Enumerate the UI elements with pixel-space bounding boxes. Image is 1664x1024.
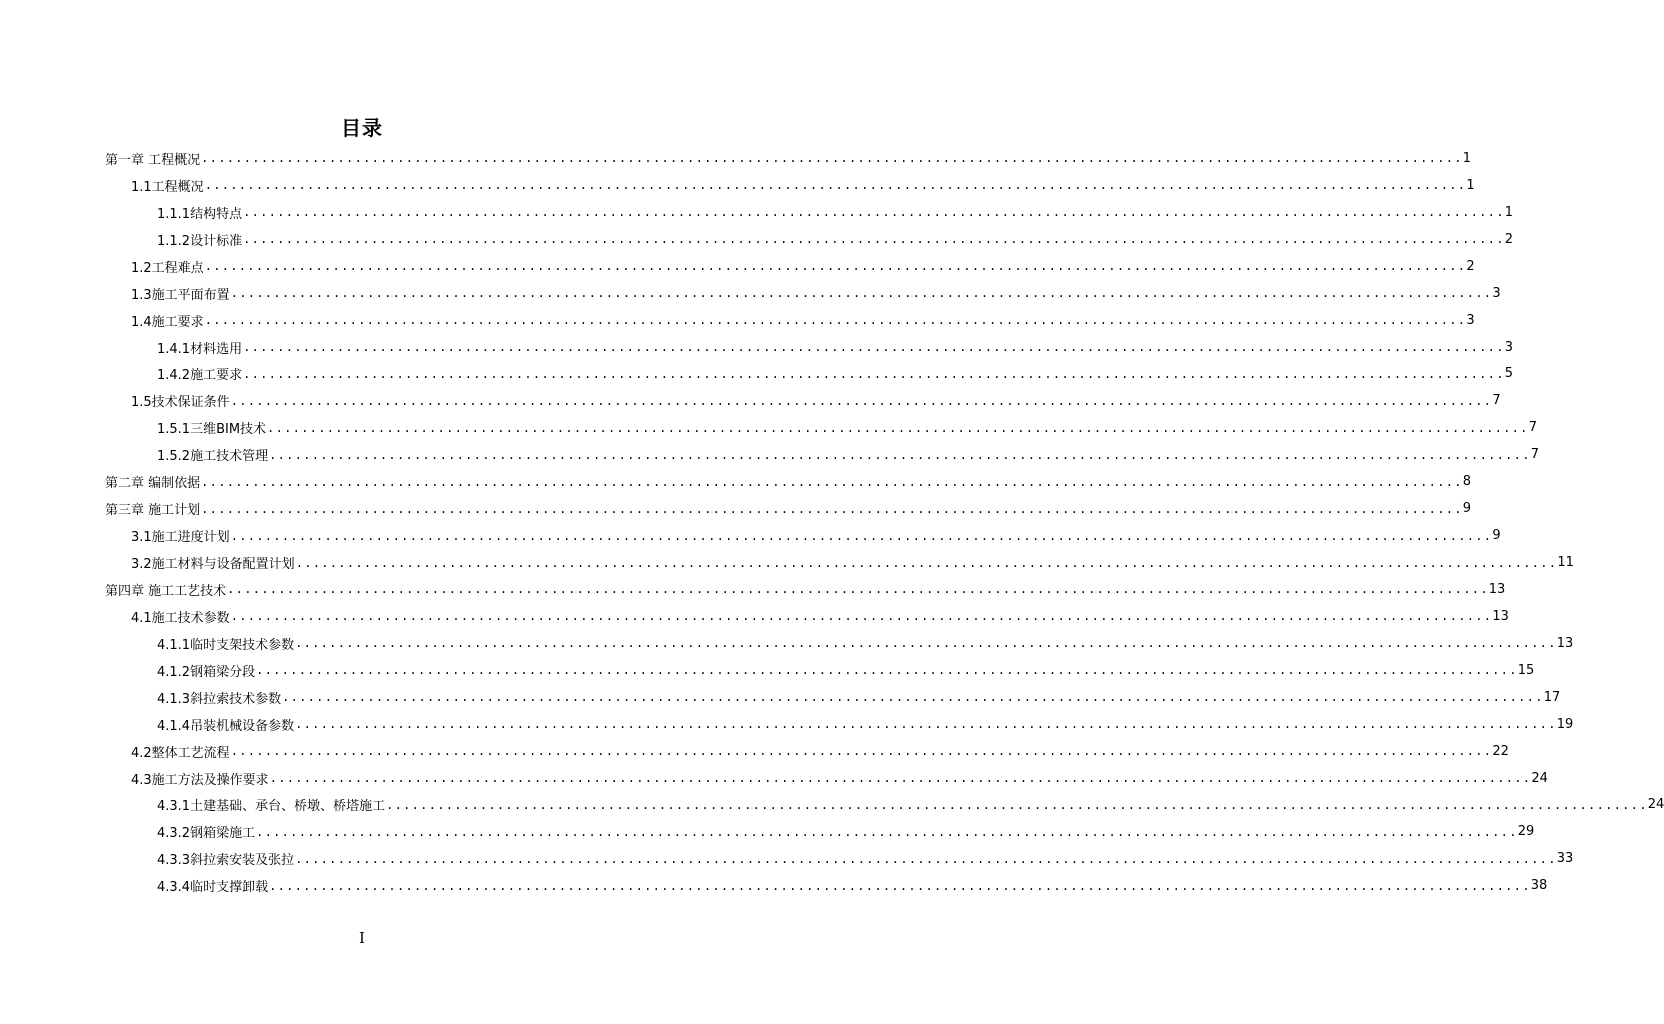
toc-entry-text: 1.3施工平面布置 (131, 287, 230, 303)
toc-entry[interactable] (105, 630, 1574, 657)
leader-dots: .................................................................................................................................................... (243, 205, 1505, 220)
leader-dots: .................................................................................................................................................... (243, 340, 1505, 355)
toc-entry[interactable] (105, 145, 1472, 172)
toc-page-number: 5 (1504, 366, 1513, 382)
toc-entry[interactable] (105, 657, 1535, 684)
toc-entry-text: 4.2整体工艺流程 (131, 745, 230, 761)
leader-dots: .................................................................................................................................................... (269, 771, 1532, 786)
toc-entry[interactable] (105, 522, 1501, 549)
leader-dots: .................................................................................................................................................... (201, 151, 1463, 166)
toc-page-number: 13 (1492, 608, 1509, 624)
leader-dots: .................................................................................................................................................... (295, 851, 1557, 866)
toc-entry-text: 第一章 工程概况 (105, 152, 201, 168)
toc-page-number: 11 (1557, 555, 1574, 571)
leader-dots: .................................................................................................................................................... (230, 609, 1493, 624)
toc-page-number: 24 (1531, 770, 1548, 786)
table-of-contents (105, 145, 1664, 899)
leader-dots: .................................................................................................................................................... (243, 366, 1505, 381)
toc-entry[interactable] (105, 226, 1513, 253)
toc-entry-text: 4.1.2钢箱梁分段 (157, 664, 256, 680)
toc-page-number: 9 (1462, 501, 1472, 517)
toc-entry-text: 4.1.3斜拉索技术参数 (157, 691, 282, 707)
leader-dots: .................................................................................................................................................... (269, 447, 1531, 462)
leader-dots: .................................................................................................................................................... (204, 313, 1467, 328)
toc-entry-text: 1.1工程概况 (131, 179, 204, 195)
leader-dots: .................................................................................................................................................... (386, 797, 1648, 812)
toc-entry-text: 第二章 编制依据 (105, 476, 201, 492)
toc-entry[interactable] (105, 765, 1548, 792)
toc-entry[interactable] (105, 280, 1501, 307)
toc-entry[interactable] (105, 253, 1475, 280)
leader-dots: .................................................................................................................................................... (295, 636, 1557, 651)
toc-page-number: 24 (1647, 797, 1664, 813)
toc-entry-text: 1.5.1三维BIM技术 (157, 422, 267, 438)
toc-entry[interactable] (105, 684, 1561, 711)
toc-page-number: 8 (1462, 474, 1472, 490)
toc-entry-text: 1.5.2施工技术管理 (157, 449, 269, 465)
toc-page-number: 1 (1466, 177, 1475, 193)
toc-entry[interactable] (105, 307, 1475, 334)
toc-entry[interactable] (105, 576, 1506, 603)
leader-dots: .................................................................................................................................................... (204, 178, 1467, 193)
toc-page-number: 1 (1462, 150, 1472, 166)
toc-entry-text: 1.4施工要求 (131, 314, 204, 330)
leader-dots: .................................................................................................................................................... (201, 501, 1463, 516)
toc-page-number: 38 (1530, 878, 1548, 894)
leader-dots: .................................................................................................................................................... (295, 717, 1557, 732)
toc-entry[interactable] (105, 818, 1535, 845)
toc-entry[interactable] (105, 603, 1509, 630)
toc-title: 目录 (341, 116, 383, 140)
toc-page-number: 13 (1488, 581, 1506, 597)
toc-entry-text: 4.3.2钢箱梁施工 (157, 826, 256, 842)
toc-entry-text: 1.4.1材料选用 (157, 341, 243, 357)
toc-page-number: 1 (1504, 204, 1513, 220)
toc-entry-text: 第三章 施工计划 (105, 503, 201, 519)
leader-dots: .................................................................................................................................................... (230, 393, 1493, 408)
leader-dots: .................................................................................................................................................... (227, 582, 1489, 597)
toc-entry-text: 1.1.2设计标准 (157, 233, 243, 249)
toc-page-number: 3 (1492, 285, 1501, 301)
toc-entry-text: 3.2施工材料与设备配置计划 (131, 557, 295, 573)
toc-entry[interactable] (105, 845, 1574, 872)
toc-entry[interactable] (105, 361, 1513, 388)
toc-entry-text: 1.2工程难点 (131, 260, 204, 276)
leader-dots: .................................................................................................................................................... (243, 232, 1505, 247)
toc-page-number: 17 (1543, 689, 1561, 705)
toc-page-number: 7 (1528, 420, 1537, 436)
toc-entry-text: 第四章 施工工艺技术 (105, 583, 227, 599)
toc-page-number: 29 (1517, 824, 1535, 840)
toc-entry[interactable] (105, 387, 1501, 414)
toc-entry-text: 1.4.2施工要求 (157, 368, 243, 384)
toc-entry[interactable] (105, 172, 1475, 199)
toc-entry[interactable] (105, 738, 1509, 765)
toc-entry[interactable] (105, 495, 1472, 522)
toc-page-number: 3 (1504, 339, 1513, 355)
toc-entry-text: 4.1.1临时支架技术参数 (157, 637, 295, 653)
toc-page-number: 3 (1466, 312, 1475, 328)
toc-entry-text: 4.1施工技术参数 (131, 610, 230, 626)
toc-entry[interactable] (105, 549, 1574, 576)
toc-page-number: 7 (1530, 447, 1539, 463)
toc-entry-text: 4.3施工方法及操作要求 (131, 772, 269, 788)
toc-page-number: 7 (1492, 393, 1501, 409)
toc-page-number: 15 (1517, 662, 1535, 678)
toc-page-number: 33 (1556, 851, 1574, 867)
leader-dots: .................................................................................................................................................... (204, 259, 1467, 274)
leader-dots: .................................................................................................................................................... (267, 420, 1529, 435)
toc-entry[interactable] (105, 441, 1539, 468)
toc-entry-text: 4.3.1土建基础、承台、桥墩、桥塔施工 (157, 799, 386, 815)
toc-entry[interactable] (105, 792, 1664, 819)
leader-dots: .................................................................................................................................................... (282, 690, 1544, 705)
toc-page-number: 2 (1504, 231, 1513, 247)
toc-entry-text: 1.5技术保证条件 (131, 395, 230, 411)
page-number-footer: I (359, 929, 365, 947)
toc-entry-text: 3.1施工进度计划 (131, 530, 230, 546)
toc-entry[interactable] (105, 199, 1513, 226)
leader-dots: .................................................................................................................................................... (269, 878, 1531, 893)
toc-page-number: 2 (1466, 258, 1475, 274)
leader-dots: .................................................................................................................................................... (256, 663, 1518, 678)
leader-dots: .................................................................................................................................................... (295, 555, 1558, 570)
leader-dots: .................................................................................................................................................... (230, 744, 1493, 759)
toc-page-number: 19 (1556, 716, 1574, 732)
leader-dots: .................................................................................................................................................... (201, 474, 1463, 489)
toc-page-number: 13 (1556, 635, 1574, 651)
leader-dots: .................................................................................................................................................... (230, 528, 1493, 543)
toc-entry-text: 1.1.1结构特点 (157, 206, 243, 222)
toc-entry-text: 4.3.4临时支撑卸载 (157, 880, 269, 896)
leader-dots: .................................................................................................................................................... (230, 286, 1493, 301)
toc-entry[interactable] (105, 334, 1513, 361)
toc-entry-text: 4.3.3斜拉索安装及张拉 (157, 853, 295, 869)
toc-entry[interactable] (105, 414, 1537, 441)
toc-entry[interactable] (105, 468, 1472, 495)
toc-page-number: 9 (1492, 528, 1501, 544)
toc-entry-text: 4.1.4吊装机械设备参数 (157, 718, 295, 734)
toc-entry[interactable] (105, 872, 1548, 899)
toc-entry[interactable] (105, 711, 1574, 738)
toc-page-number: 22 (1492, 743, 1509, 759)
leader-dots: .................................................................................................................................................... (256, 824, 1518, 839)
